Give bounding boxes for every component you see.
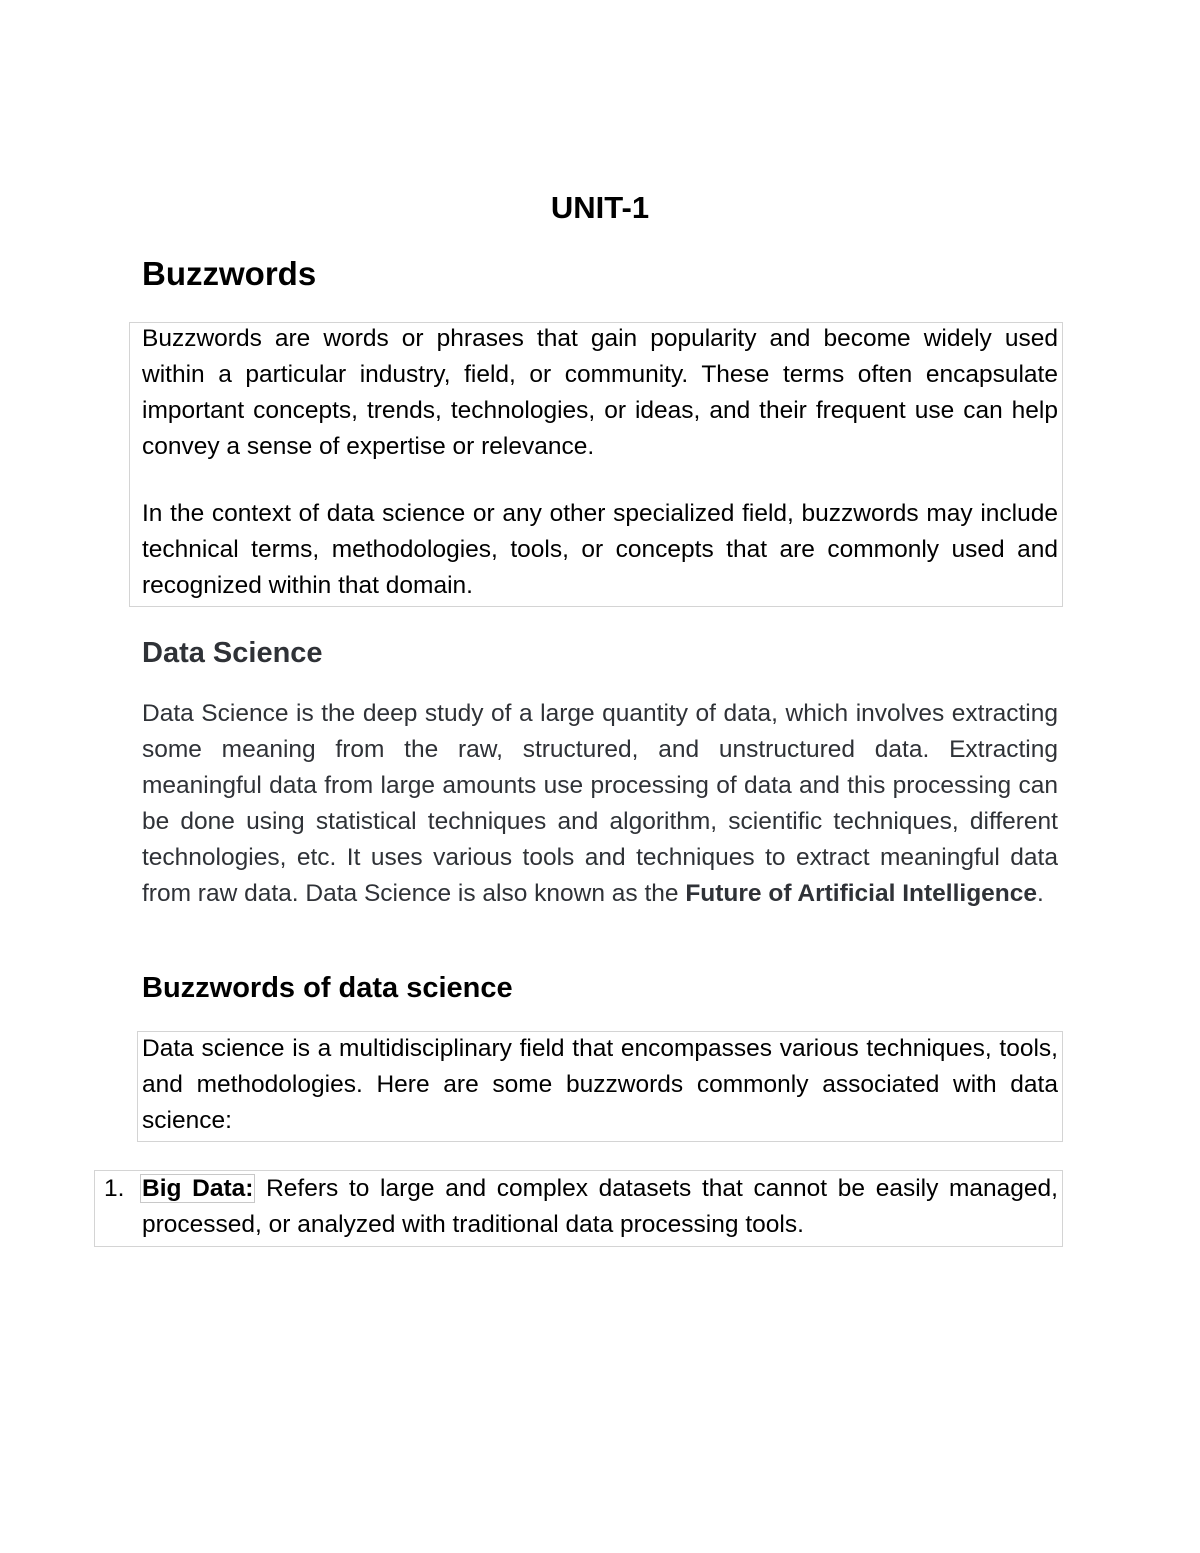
data-science-paragraph-end: . (1037, 880, 1044, 907)
list-item-number: 1. (104, 1175, 125, 1202)
buzzwords-paragraph-2: In the context of data science or any other specialized field, buzzwords may include technical terms, methodologies, tools, or concepts that are commonly used and recognized within that domain. (142, 500, 1058, 599)
list-item-description: Refers to large and complex datasets that cannot be easily managed, processed, or analyzed with traditional data processing tools. (142, 1175, 1058, 1238)
list-item-big-data (142, 1171, 1058, 1243)
data-science-paragraph (142, 696, 1058, 912)
buzzwords-heading: Buzzwords (142, 255, 317, 292)
data-science-paragraph-text: Data Science is the deep study of a large quantity of data, which involves extracting some meaning from the raw, structured, and unstructured data. Extracting meaningful data from large amounts use processing of data and this processing can be done using statistical techniques and algorithm, scientific techniques, different technologies, etc. It uses various tools and techniques to extract meaningful data from raw data. Data Science is also known as the (142, 700, 1058, 907)
buzzwords-paragraph-1: Buzzwords are words or phrases that gain popularity and become widely used within a particular industry, field, or community. These terms often encapsulate important concepts, trends, technologies, or ideas, and their frequent use can help convey a sense of expertise or relevance. (142, 325, 1058, 460)
page-title: UNIT-1 (550, 190, 650, 225)
data-science-bold-phrase: Future of Artificial Intelligence (685, 880, 1038, 907)
list-item-term: Big Data: (142, 1175, 254, 1202)
data-science-heading: Data Science (142, 637, 323, 669)
data-science-intro-paragraph: Data science is a multidisciplinary field that encompasses various techniques, tools, and methodologies. Here are some buzzwords commonly associated with data science: (142, 1035, 1058, 1134)
buzzwords-of-data-science-heading: Buzzwords of data science (142, 972, 513, 1004)
